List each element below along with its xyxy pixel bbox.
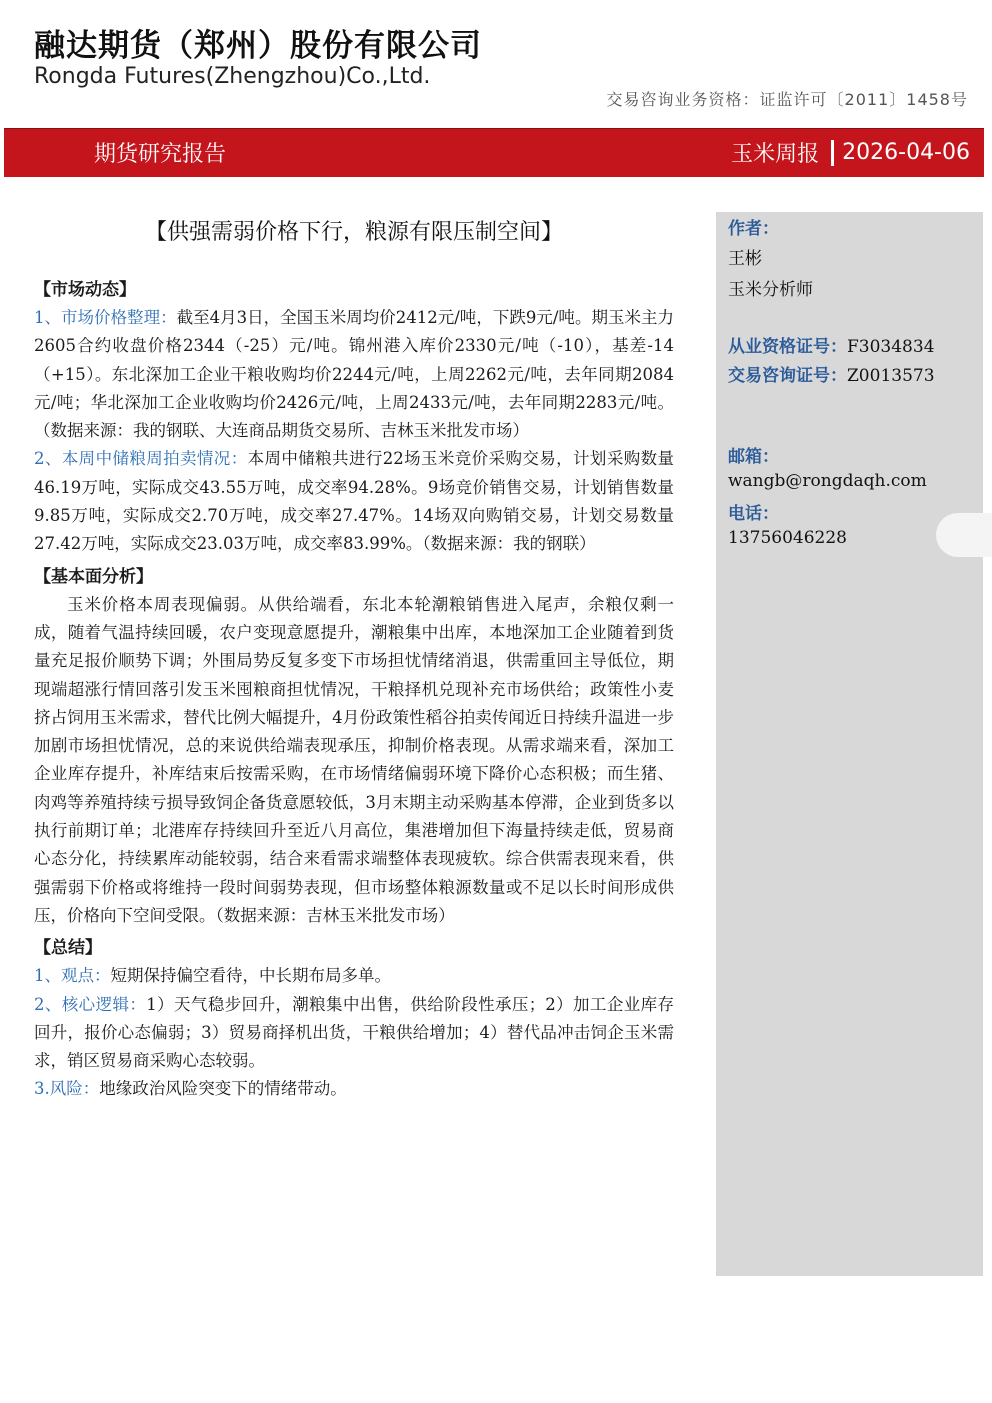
license-text: 交易咨询业务资格：证监许可〔2011〕1458号 [606,90,968,109]
summary-item-view [34,962,674,990]
consult-value: Z0013573 [847,366,935,386]
report-date: 2026-04-06 [842,140,970,165]
author-label: 作者： [728,219,779,239]
summary-item-logic-text: 1）天气稳步回升，潮粮集中出售，供给阶段性承压；2）加工企业库存回升，报价心态偏弱；3）贸易商择机出货，干粮供给增加；4）替代品冲击饲企玉米需求，销区贸易商采购心态较弱。 [34,994,675,1071]
email-link[interactable]: wangb@rongdaqh.com [728,471,927,491]
qualification-number [728,332,935,357]
summary-item-view-key: 1、观点： [34,966,111,986]
market-item-price [34,304,674,445]
company-name-cn: 融达期货（郑州）股份有限公司 [34,28,482,64]
author-name: 王彬 [728,249,762,269]
market-item-auction-text: 本周中储粮共进行22场玉米竞价采购交易，计划采购数量46.19万吨，实际成交43.55万吨，成交率94.28%。9场竞价销售交易，计划销售数量9.85万吨，实际成交2.70万吨，成交率27.47%。14场双向购销交易，计划交易数量27.42万吨，实际成交23.03万吨，成交率83.99%。（数据来源：我的钢联） [34,449,674,554]
phone-label: 电话： [728,504,779,524]
report-meta [731,137,970,168]
section-title-summary: 【总结】 [34,938,102,959]
report-body [34,215,674,1104]
summary-item-risk-key: 3.风险： [34,1079,100,1099]
consult-number [728,361,935,386]
author-title: 玉米分析师 [728,280,813,300]
market-item-price-key: 1、市场价格整理： [34,308,177,327]
email-label: 邮箱： [728,447,779,467]
side-tab-handle[interactable] [936,513,992,557]
summary-item-logic-key: 2、核心逻辑： [34,994,147,1014]
report-type: 玉米周报 [731,142,820,167]
company-name-en: Rongda Futures(Zhengzhou)Co.,Ltd. [34,64,431,89]
fundamental-text: 玉米价格本周表现偏弱。从供给端看，东北本轮潮粮销售进入尾声，余粮仅剩一成，随着气温持续回暖，农户变现意愿提升，潮粮集中出库，本地深加工企业随着到货量充足报价顺势下调；外围局势反复多变下市场担忧情绪消退，供需重回主导低位，期现端超涨行情回落引发玉米囤粮商担忧情况，干粮择机兑现补充市场供给；政策性小麦挤占饲用玉米需求，替代比例大幅提升，4月份政策性稻谷拍卖传闻近日持续升温进一步加剧市场担忧情况，总的来说供给端表现承压，抑制价格表现。从需求端来看，深加工企业库存提升，补库结束后按需采购，在市场情绪偏弱环境下降价心态积极；而生猪、肉鸡等养殖持续亏损导致饲企备货意愿较低，3月末期主动采购基本停滞，企业到货多以执行前期订单；北港库存持续回升至近八月高位，集港增加但下海量持续走低，贸易商心态分化，持续累库动能较弱，结合来看需求端整体表现疲软。综合供需表现来看，供强需弱下价格或将维持一段时间弱势表现，但市场整体粮源数量或不足以长时间形成供压，价格向下空间受限。（数据来源：吉林玉米批发市场） [34,594,674,925]
phone-number: 13756046228 [728,528,847,548]
section-title-market: 【市场动态】 [34,280,136,300]
summary-item-view-text: 短期保持偏空看待，中长期布局多单。 [110,966,391,986]
banner-divider [831,140,834,166]
summary-item-risk-text: 地缘政治风险突变下的情绪带动。 [99,1079,347,1099]
market-item-auction [34,445,674,558]
qualification-label: 从业资格证号： [728,337,847,357]
report-headline: 【供强需弱价格下行，粮源有限压制空间】 [144,220,563,245]
qualification-value: F3034834 [847,337,935,357]
section-title-fundamental: 【基本面分析】 [34,566,153,587]
market-item-price-text: 截至4月3日，全国玉米周均价2412元/吨，下跌9元/吨。期玉米主力2605合约收盘价格2344（-25）元/吨。锦州港入库价2330元/吨（-10），基差-14（+15）。东北深加工企业干粮收购均价2244元/吨，上周2262元/吨，去年同期2084元/吨；华北深加工企业收购均价2426元/吨，上周2433元/吨，去年同期2283元/吨。（数据来源：我的钢联、大连商品期货交易所、吉林玉米批发市场） [34,308,674,441]
summary-item-logic [34,991,674,1076]
author-sidebar [716,212,983,1276]
summary-item-risk [34,1075,674,1103]
report-banner [4,128,984,177]
market-item-auction-key: 2、本周中储粮周拍卖情况： [34,449,248,469]
consult-label: 交易咨询证号： [728,366,847,386]
report-category: 期货研究报告 [94,142,227,167]
